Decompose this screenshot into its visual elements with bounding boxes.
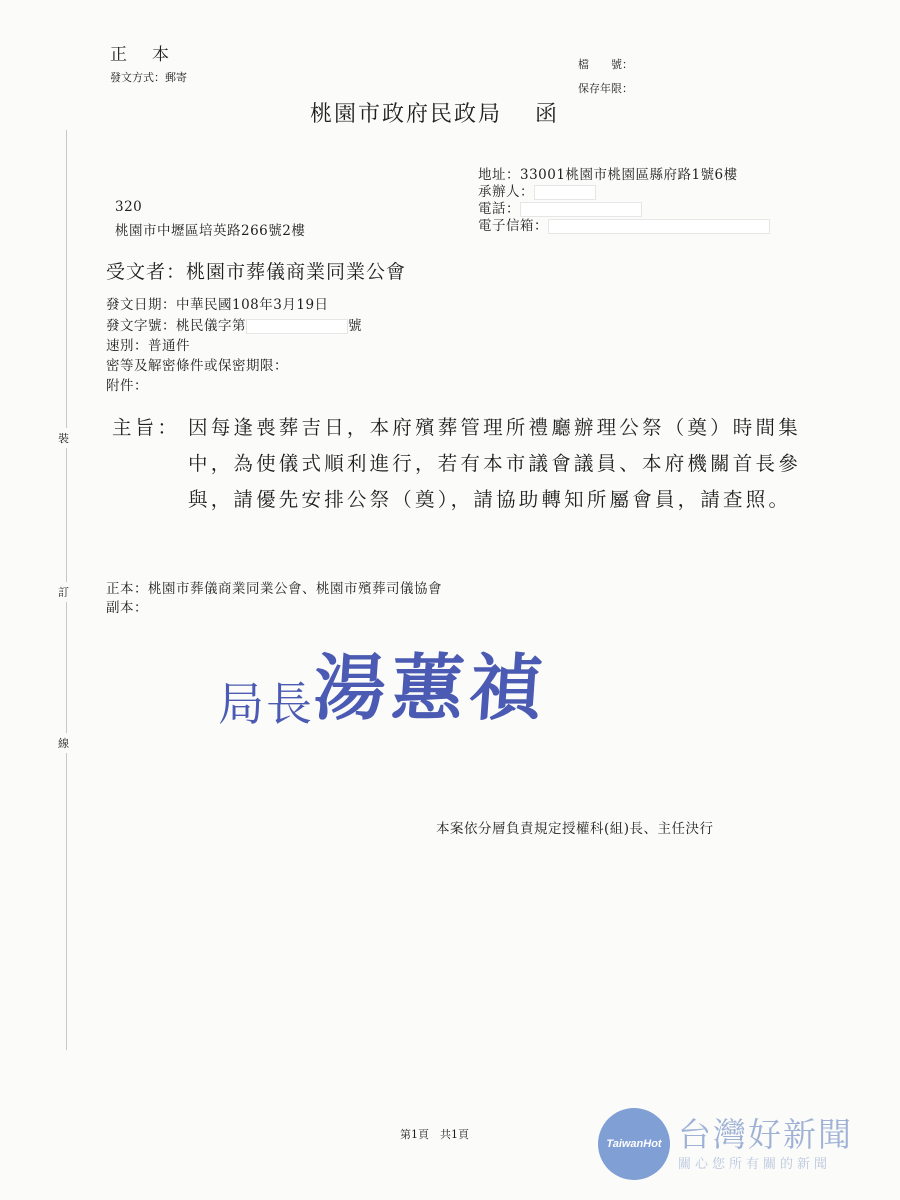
binding-mark: 線 <box>58 733 69 753</box>
binding-mark: 訂 <box>58 582 69 602</box>
logo-badge-text: TaiwanHot <box>606 1138 662 1150</box>
taiwanhot-logo-icon <box>598 1108 670 1180</box>
copy-type-label: 正 本 <box>110 45 173 65</box>
postal-code: 320 <box>115 199 143 215</box>
redaction-email <box>548 219 770 234</box>
binding-mark: 裝 <box>58 428 69 448</box>
director-seal <box>218 630 551 734</box>
speed-class: 速別：普通件 <box>106 338 190 354</box>
subject-text: 因每逢喪葬吉日，本府殯葬管理所禮廳辦理公祭（奠）時間集中，為使儀式順利進行，若有本市議會議員、本府機關首長參與，請優先安排公祭（奠），請協助轉知所屬會員，請查照。 <box>188 416 801 511</box>
document-number-row <box>106 314 362 334</box>
redaction-document-number <box>246 319 348 334</box>
copy-recipients: 副本： <box>106 600 148 616</box>
watermark-tagline: 關心您所有關的新聞 <box>678 1156 832 1172</box>
issue-date: 發文日期：中華民國108年3月19日 <box>106 297 329 313</box>
sender-address: 地址：33001桃園市桃園區縣府路1號6樓 <box>478 167 738 183</box>
subject-label: 主旨： <box>112 416 181 439</box>
original-recipients: 正本：桃園市葬儀商業同業公會、桃園市殯葬司儀協會 <box>106 581 442 597</box>
retention-label: 保存年限： <box>578 82 633 95</box>
page-number: 第1頁 共1頁 <box>400 1128 469 1141</box>
watermark-brand: 台灣好新聞 <box>678 1114 853 1154</box>
news-watermark <box>598 1108 853 1180</box>
delegation-note: 本案依分層負責規定授權科(組)長、主任決行 <box>436 821 714 837</box>
document-number-suffix: 號 <box>348 318 362 334</box>
handler-label: 承辦人： <box>478 184 534 200</box>
classification: 密等及解密條件或保密期限： <box>106 358 288 374</box>
send-method: 發文方式：郵寄 <box>110 71 187 84</box>
document-title: 桃園市政府民政局 函 <box>310 102 559 127</box>
email-row <box>478 214 770 234</box>
recipient-street-address: 桃園市中壢區培英路266號2樓 <box>115 223 306 239</box>
phone-label: 電話： <box>478 201 520 217</box>
subject-section <box>112 410 812 518</box>
document-number-prefix: 發文字號：桃民儀字第 <box>106 318 246 334</box>
email-label: 電子信箱： <box>478 218 548 234</box>
recipient: 受文者：桃園市葬儀商業同業公會 <box>106 261 407 283</box>
attachment: 附件： <box>106 378 148 394</box>
seal-name: 湯蕙禎 <box>310 645 551 730</box>
seal-title: 局長 <box>218 677 314 731</box>
file-number-label: 檔 號： <box>578 58 633 71</box>
